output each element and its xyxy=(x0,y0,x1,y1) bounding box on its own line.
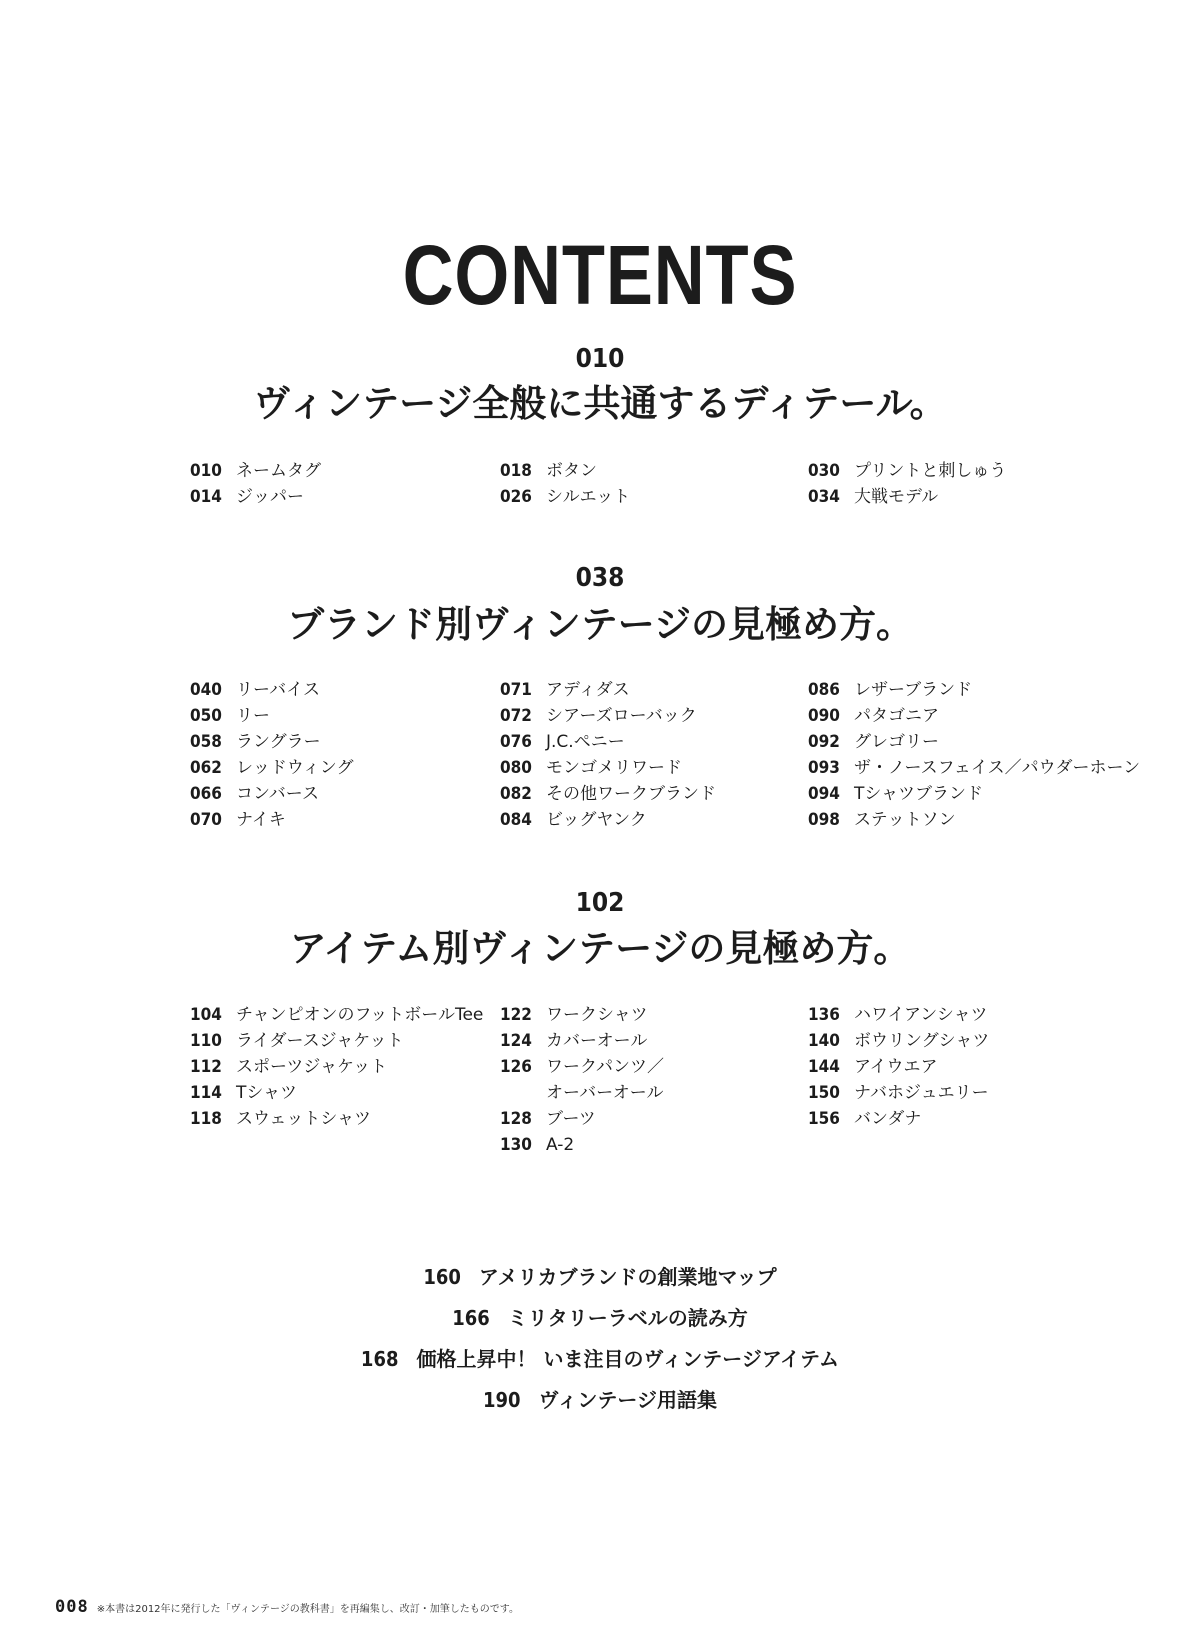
entry-label: ワークパンツ／ xyxy=(546,1057,664,1077)
entry-label: ミリタリーラベルの読み方 xyxy=(507,1306,748,1330)
entry-page-number: 160 xyxy=(423,1265,461,1289)
toc-entry[interactable] xyxy=(500,1002,840,1028)
toc-entry[interactable] xyxy=(808,703,1148,729)
entry-label: ナバホジュエリー xyxy=(854,1083,989,1103)
entry-label: ヴィンテージ用語集 xyxy=(538,1388,717,1412)
toc-entry[interactable] xyxy=(0,1380,1200,1421)
entry-page-number: 126 xyxy=(500,1057,532,1077)
entry-page-number: 166 xyxy=(452,1306,490,1330)
entry-label: ライダースジャケット xyxy=(236,1031,404,1051)
entry-page-number: 114 xyxy=(190,1083,222,1103)
toc-entry[interactable] xyxy=(500,1028,840,1054)
toc-entry[interactable] xyxy=(808,1002,1148,1028)
footer-note: ※本書は2012年に発行した「ヴィンテージの教科書」を再編集し、改訂・加筆したものです。 xyxy=(96,1604,519,1615)
toc-entry[interactable] xyxy=(500,458,840,484)
section-heading[interactable]: ブランド別ヴィンテージの見極め方。 xyxy=(286,603,914,646)
toc-entry[interactable] xyxy=(808,1080,1148,1106)
entry-page-number: 058 xyxy=(190,732,222,752)
toc-entry[interactable] xyxy=(190,484,530,510)
entry-page-number: 130 xyxy=(500,1135,532,1155)
toc-entry[interactable] xyxy=(190,1002,530,1028)
toc-entry[interactable] xyxy=(500,677,840,703)
entry-label: レザーブランド xyxy=(854,680,973,700)
toc-entry[interactable] xyxy=(190,781,530,807)
entry-label: ハワイアンシャツ xyxy=(854,1005,988,1025)
entry-page-number: 050 xyxy=(190,706,222,726)
entry-label: モンゴメリワード xyxy=(546,758,682,778)
entry-page-number: 084 xyxy=(500,810,532,830)
toc-entry[interactable] xyxy=(808,729,1148,755)
entry-label: アイウエア xyxy=(854,1057,938,1077)
toc-entry[interactable] xyxy=(808,1054,1148,1080)
toc-entry[interactable] xyxy=(808,755,1148,781)
toc-entry[interactable] xyxy=(500,807,840,833)
toc-entry[interactable] xyxy=(0,1298,1200,1339)
entry-page-number: 124 xyxy=(500,1031,532,1051)
entry-label: スポーツジャケット xyxy=(236,1057,388,1077)
entry-label: ナイキ xyxy=(236,810,286,830)
entry-page-number: 086 xyxy=(808,680,840,700)
toc-entry[interactable] xyxy=(500,729,840,755)
toc-column xyxy=(500,1002,840,1158)
entry-page-number: 104 xyxy=(190,1005,222,1025)
section-heading[interactable]: アイテム別ヴィンテージの見極め方。 xyxy=(289,927,911,970)
toc-entry[interactable] xyxy=(500,1132,840,1158)
entry-label: カバーオール xyxy=(546,1031,648,1051)
toc-entry[interactable] xyxy=(500,1054,840,1080)
toc-entry[interactable] xyxy=(190,755,530,781)
toc-column xyxy=(190,1002,530,1132)
entry-page-number: 128 xyxy=(500,1109,532,1129)
entry-label: ジッパー xyxy=(236,487,304,507)
entry-label: プリントと刺しゅう xyxy=(854,461,1007,481)
toc-column xyxy=(500,458,840,510)
toc-entry[interactable] xyxy=(0,1257,1200,1298)
entry-page-number: 093 xyxy=(808,758,840,778)
entry-label: ビッグヤンク xyxy=(546,810,647,830)
entry-label: シルエット xyxy=(546,487,631,507)
section-heading[interactable]: ヴィンテージ全般に共通するディテール。 xyxy=(253,382,947,425)
toc-entry[interactable] xyxy=(808,484,1148,510)
section-page-number[interactable]: 102 xyxy=(575,888,625,918)
entry-label: レッドウィング xyxy=(236,758,354,778)
entry-label: バンダナ xyxy=(854,1109,922,1129)
toc-entry[interactable] xyxy=(190,807,530,833)
entry-label: オーバーオール xyxy=(546,1083,664,1103)
toc-entry[interactable] xyxy=(808,807,1148,833)
entry-label: リー xyxy=(236,706,270,726)
entry-label: ブーツ xyxy=(546,1109,596,1129)
folio-page-number: 008 xyxy=(55,1597,89,1617)
toc-column xyxy=(808,677,1148,833)
entry-page-number: 034 xyxy=(808,487,840,507)
entry-page-number: 018 xyxy=(500,461,532,481)
entry-label: スウェットシャツ xyxy=(236,1109,371,1129)
toc-entry[interactable] xyxy=(808,781,1148,807)
entry-page-number: 098 xyxy=(808,810,840,830)
entry-label: ワークシャツ xyxy=(546,1005,648,1025)
toc-entry[interactable] xyxy=(190,729,530,755)
entry-page-number: 062 xyxy=(190,758,222,778)
entry-label: Tシャツブランド xyxy=(854,784,984,804)
entry-page-number: 122 xyxy=(500,1005,532,1025)
page-title: CONTENTS xyxy=(402,228,798,322)
entry-page-number: 094 xyxy=(808,784,840,804)
entry-page-number: 026 xyxy=(500,487,532,507)
entry-page-number: 140 xyxy=(808,1031,840,1051)
toc-entry[interactable] xyxy=(190,1106,530,1132)
entry-page-number: 110 xyxy=(190,1031,222,1051)
toc-entry[interactable] xyxy=(190,677,530,703)
entry-page-number: 092 xyxy=(808,732,840,752)
entry-page-number: 118 xyxy=(190,1109,222,1129)
entry-page-number: 072 xyxy=(500,706,532,726)
entry-label: 大戦モデル xyxy=(854,487,939,507)
entry-page-number: 071 xyxy=(500,680,532,700)
section-page-number[interactable]: 010 xyxy=(575,344,625,374)
entry-label: チャンピオンのフットボールTee xyxy=(236,1005,484,1025)
entry-page-number: 066 xyxy=(190,784,222,804)
entry-label: 価格上昇中！ いま注目のヴィンテージアイテム xyxy=(416,1347,840,1371)
entry-page-number: 080 xyxy=(500,758,532,778)
entry-page-number: 014 xyxy=(190,487,222,507)
toc-entry[interactable] xyxy=(190,1028,530,1054)
toc-column xyxy=(190,677,530,833)
toc-entry[interactable] xyxy=(190,703,530,729)
entry-label: ザ・ノースフェイス／パウダーホーン xyxy=(854,758,1141,778)
entry-page-number: 112 xyxy=(190,1057,222,1077)
entry-page-number: 010 xyxy=(190,461,222,481)
entry-page-number: 136 xyxy=(808,1005,840,1025)
toc-entry[interactable] xyxy=(808,1028,1148,1054)
section-page-number[interactable]: 038 xyxy=(575,563,625,593)
entry-label: J.C.ペニー xyxy=(546,732,625,752)
entry-label: グレゴリー xyxy=(854,732,939,752)
extra-entries xyxy=(0,1257,1200,1421)
entry-label: コンバース xyxy=(236,784,319,804)
entry-label: アディダス xyxy=(546,680,630,700)
entry-label: その他ワークブランド xyxy=(546,784,716,804)
toc-entry[interactable] xyxy=(190,1080,530,1106)
toc-entry[interactable] xyxy=(500,1106,840,1132)
entry-page-number: 076 xyxy=(500,732,532,752)
toc-column xyxy=(190,458,530,510)
toc-entry[interactable] xyxy=(190,1054,530,1080)
entry-label: A-2 xyxy=(546,1135,575,1155)
entry-page-number: 190 xyxy=(483,1388,521,1412)
entry-label: アメリカブランドの創業地マップ xyxy=(478,1265,777,1289)
entry-page-number: 150 xyxy=(808,1083,840,1103)
toc-entry[interactable] xyxy=(500,781,840,807)
entry-label: ボウリングシャツ xyxy=(854,1031,990,1051)
entry-label: パタゴニア xyxy=(854,706,939,726)
entry-page-number: 082 xyxy=(500,784,532,804)
entry-page-number: 156 xyxy=(808,1109,840,1129)
toc-entry[interactable] xyxy=(0,1339,1200,1380)
toc-entry[interactable] xyxy=(500,703,840,729)
entry-label: Tシャツ xyxy=(236,1083,298,1103)
toc-entry[interactable] xyxy=(190,458,530,484)
entry-label: ネームタグ xyxy=(236,461,321,481)
entry-label: ステットソン xyxy=(854,810,956,830)
entry-page-number: 168 xyxy=(360,1347,399,1371)
entry-page-number: 090 xyxy=(808,706,840,726)
toc-entry[interactable] xyxy=(808,677,1148,703)
entry-page-number: 030 xyxy=(808,461,840,481)
toc-column xyxy=(808,1002,1148,1132)
toc-entry[interactable] xyxy=(500,1080,840,1106)
entry-label: ボタン xyxy=(546,461,597,481)
toc-entry[interactable] xyxy=(500,484,840,510)
entry-label: シアーズローバック xyxy=(546,706,697,726)
toc-column xyxy=(500,677,840,833)
entry-page-number: 070 xyxy=(190,810,222,830)
toc-entry[interactable] xyxy=(808,1106,1148,1132)
entry-page-number: 040 xyxy=(190,680,222,700)
entry-label: ラングラー xyxy=(236,732,321,752)
toc-entry[interactable] xyxy=(500,755,840,781)
entry-label: リーバイス xyxy=(236,680,320,700)
entry-page-number: 144 xyxy=(808,1057,840,1077)
page-footer xyxy=(55,1597,519,1617)
toc-column xyxy=(808,458,1148,510)
toc-entry[interactable] xyxy=(808,458,1148,484)
